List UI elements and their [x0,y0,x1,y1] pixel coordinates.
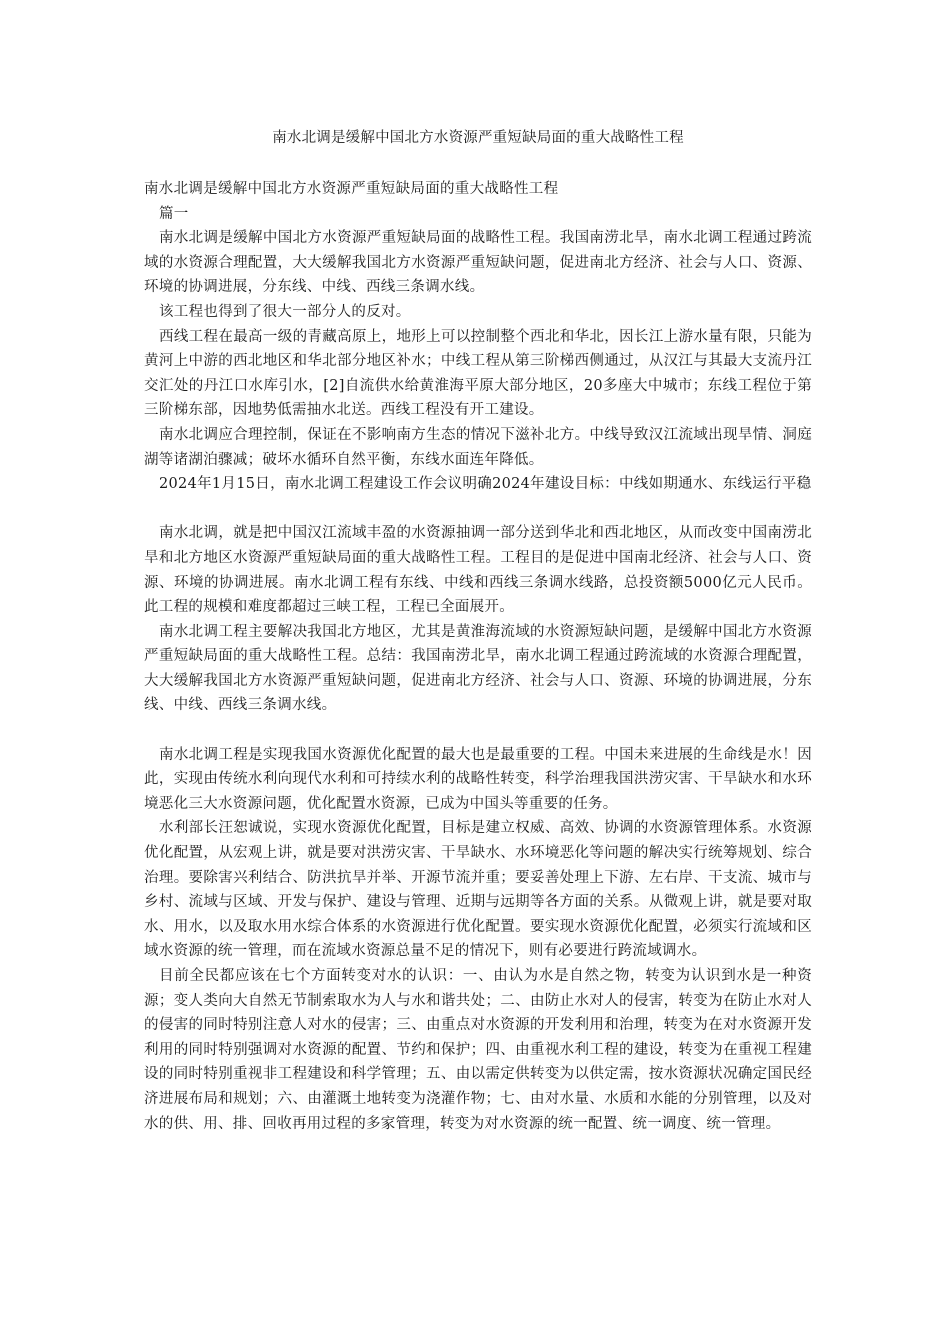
paragraph: 南水北调工程主要解决我国北方地区，尤其是黄淮海流域的水资源短缺问题，是缓解中国北方水资源严重短缺局面的重大战略性工程。总结：我国南涝北旱，南水北调工程通过跨流域的水资源合理配置，大大缓解我国北方水资源严重短缺问题，促进南北方经济、社会与人口、资源、环境的协调进展，分东线、中线、西线三条调水线。 [144,623,812,714]
paragraph: 南水北调工程是实现我国水资源优化配置的最大也是最重要的工程。中国未来进展的生命线是水！因此，实现由传统水利向现代水利和可持续水利的战略性转变，科学治理我国洪涝灾害、干旱缺水和水环境恶化三大水资源问题，优化配置水资源，已成为中国头等重要的任务。 [144,746,812,812]
document-body [144,177,812,1136]
document-subtitle: 南水北调是缓解中国北方水资源严重短缺局面的重大战略性工程 [144,181,559,197]
paragraph: 南水北调是缓解中国北方水资源严重短缺局面的战略性工程。我国南涝北旱，南水北调工程通过跨流域的水资源合理配置，大大缓解我国北方水资源严重短缺问题，促进南北方经济、社会与人口、资源、环境的协调进展，分东线、中线、西线三条调水线。 [144,230,812,296]
paragraph: 2024年1月15日，南水北调工程建设工作会议明确2024年建设目标：中线如期通水、东线运行平稳 [159,476,812,493]
paragraph-gap [144,497,812,522]
paragraph-gap [144,718,812,743]
section-label: 篇一 [159,205,189,222]
paragraph: 目前全民都应该在七个方面转变对水的认识：一、由认为水是自然之物，转变为认识到水是一种资源；变人类向大自然无节制索取水为人与水和谐共处；二、由防止水对人的侵害，转变为在防止水对人的侵害的同时特别注意人对水的侵害；三、由重点对水资源的开发利用和治理，转变为在对水资源开发利用的同时特别强调对水资源的配置、节约和保护；四、由重视水利工程的建设，转变为在重视工程建设的同时特别重视非工程建设和科学管理；五、由以需定供转变为以供定需，按水资源状况确定国民经济进展布局和规划；六、由灌溉土地转变为浇灌作物；七、由对水量、水质和水能的分别管理，以及对水的供、用、排、回收再用过程的多家管理，转变为对水资源的统一配置、统一调度、统一管理。 [144,968,812,1132]
paragraph: 该工程也得到了很大一部分人的反对。 [159,303,411,320]
paragraph: 西线工程在最高一级的青藏高原上，地形上可以控制整个西北和华北，因长江上游水量有限，只能为黄河上中游的西北地区和华北部分地区补水；中线工程从第三阶梯西侧通过，从汉江与其最大支流丹江交汇处的丹江口水库引水，[2]自流供水给黄淮海平原大部分地区，20多座大中城市；东线工程位于第三阶梯东部，因地势低需抽水北送。西线工程没有开工建设。 [144,328,812,419]
document-title: 南水北调是缓解中国北方水资源严重短缺局面的重大战略性工程 [272,130,684,146]
paragraph: 南水北调应合理控制，保证在不影响南方生态的情况下滋补北方。中线导致汉江流域出现旱情、洞庭湖等诸湖泊骤减；破坏水循环自然平衡，东线水面连年降低。 [144,426,812,468]
paragraph: 南水北调，就是把中国汉江流域丰盈的水资源抽调一部分送到华北和西北地区，从而改变中国南涝北旱和北方地区水资源严重短缺局面的重大战略性工程。工程目的是促进中国南北经济、社会与人口、资源、环境的协调进展。南水北调工程有东线、中线和西线三条调水线路，总投资额5000亿元人民币。此工程的规模和难度都超过三峡工程，工程已全面展开。 [144,525,812,616]
paragraph: 水利部长汪恕诚说，实现水资源优化配置，目标是建立权威、高效、协调的水资源管理体系。水资源优化配置，从宏观上讲，就是要对洪涝灾害、干旱缺水、水环境恶化等问题的解决实行统筹规划、综合治理。要除害兴利结合、防洪抗旱并举、开源节流并重；要妥善处理上下游、左右岸、干支流、城市与乡村、流域与区域、开发与保护、建设与管理、近期与远期等各方面的关系。从微观上讲，就是要对取水、用水，以及取水用水综合体系的水资源进行优化配置。要实现水资源优化配置，必须实行流域和区域水资源的统一管理，而在流域水资源总量不足的情况下，则有必要进行跨流域调水。 [144,820,812,960]
